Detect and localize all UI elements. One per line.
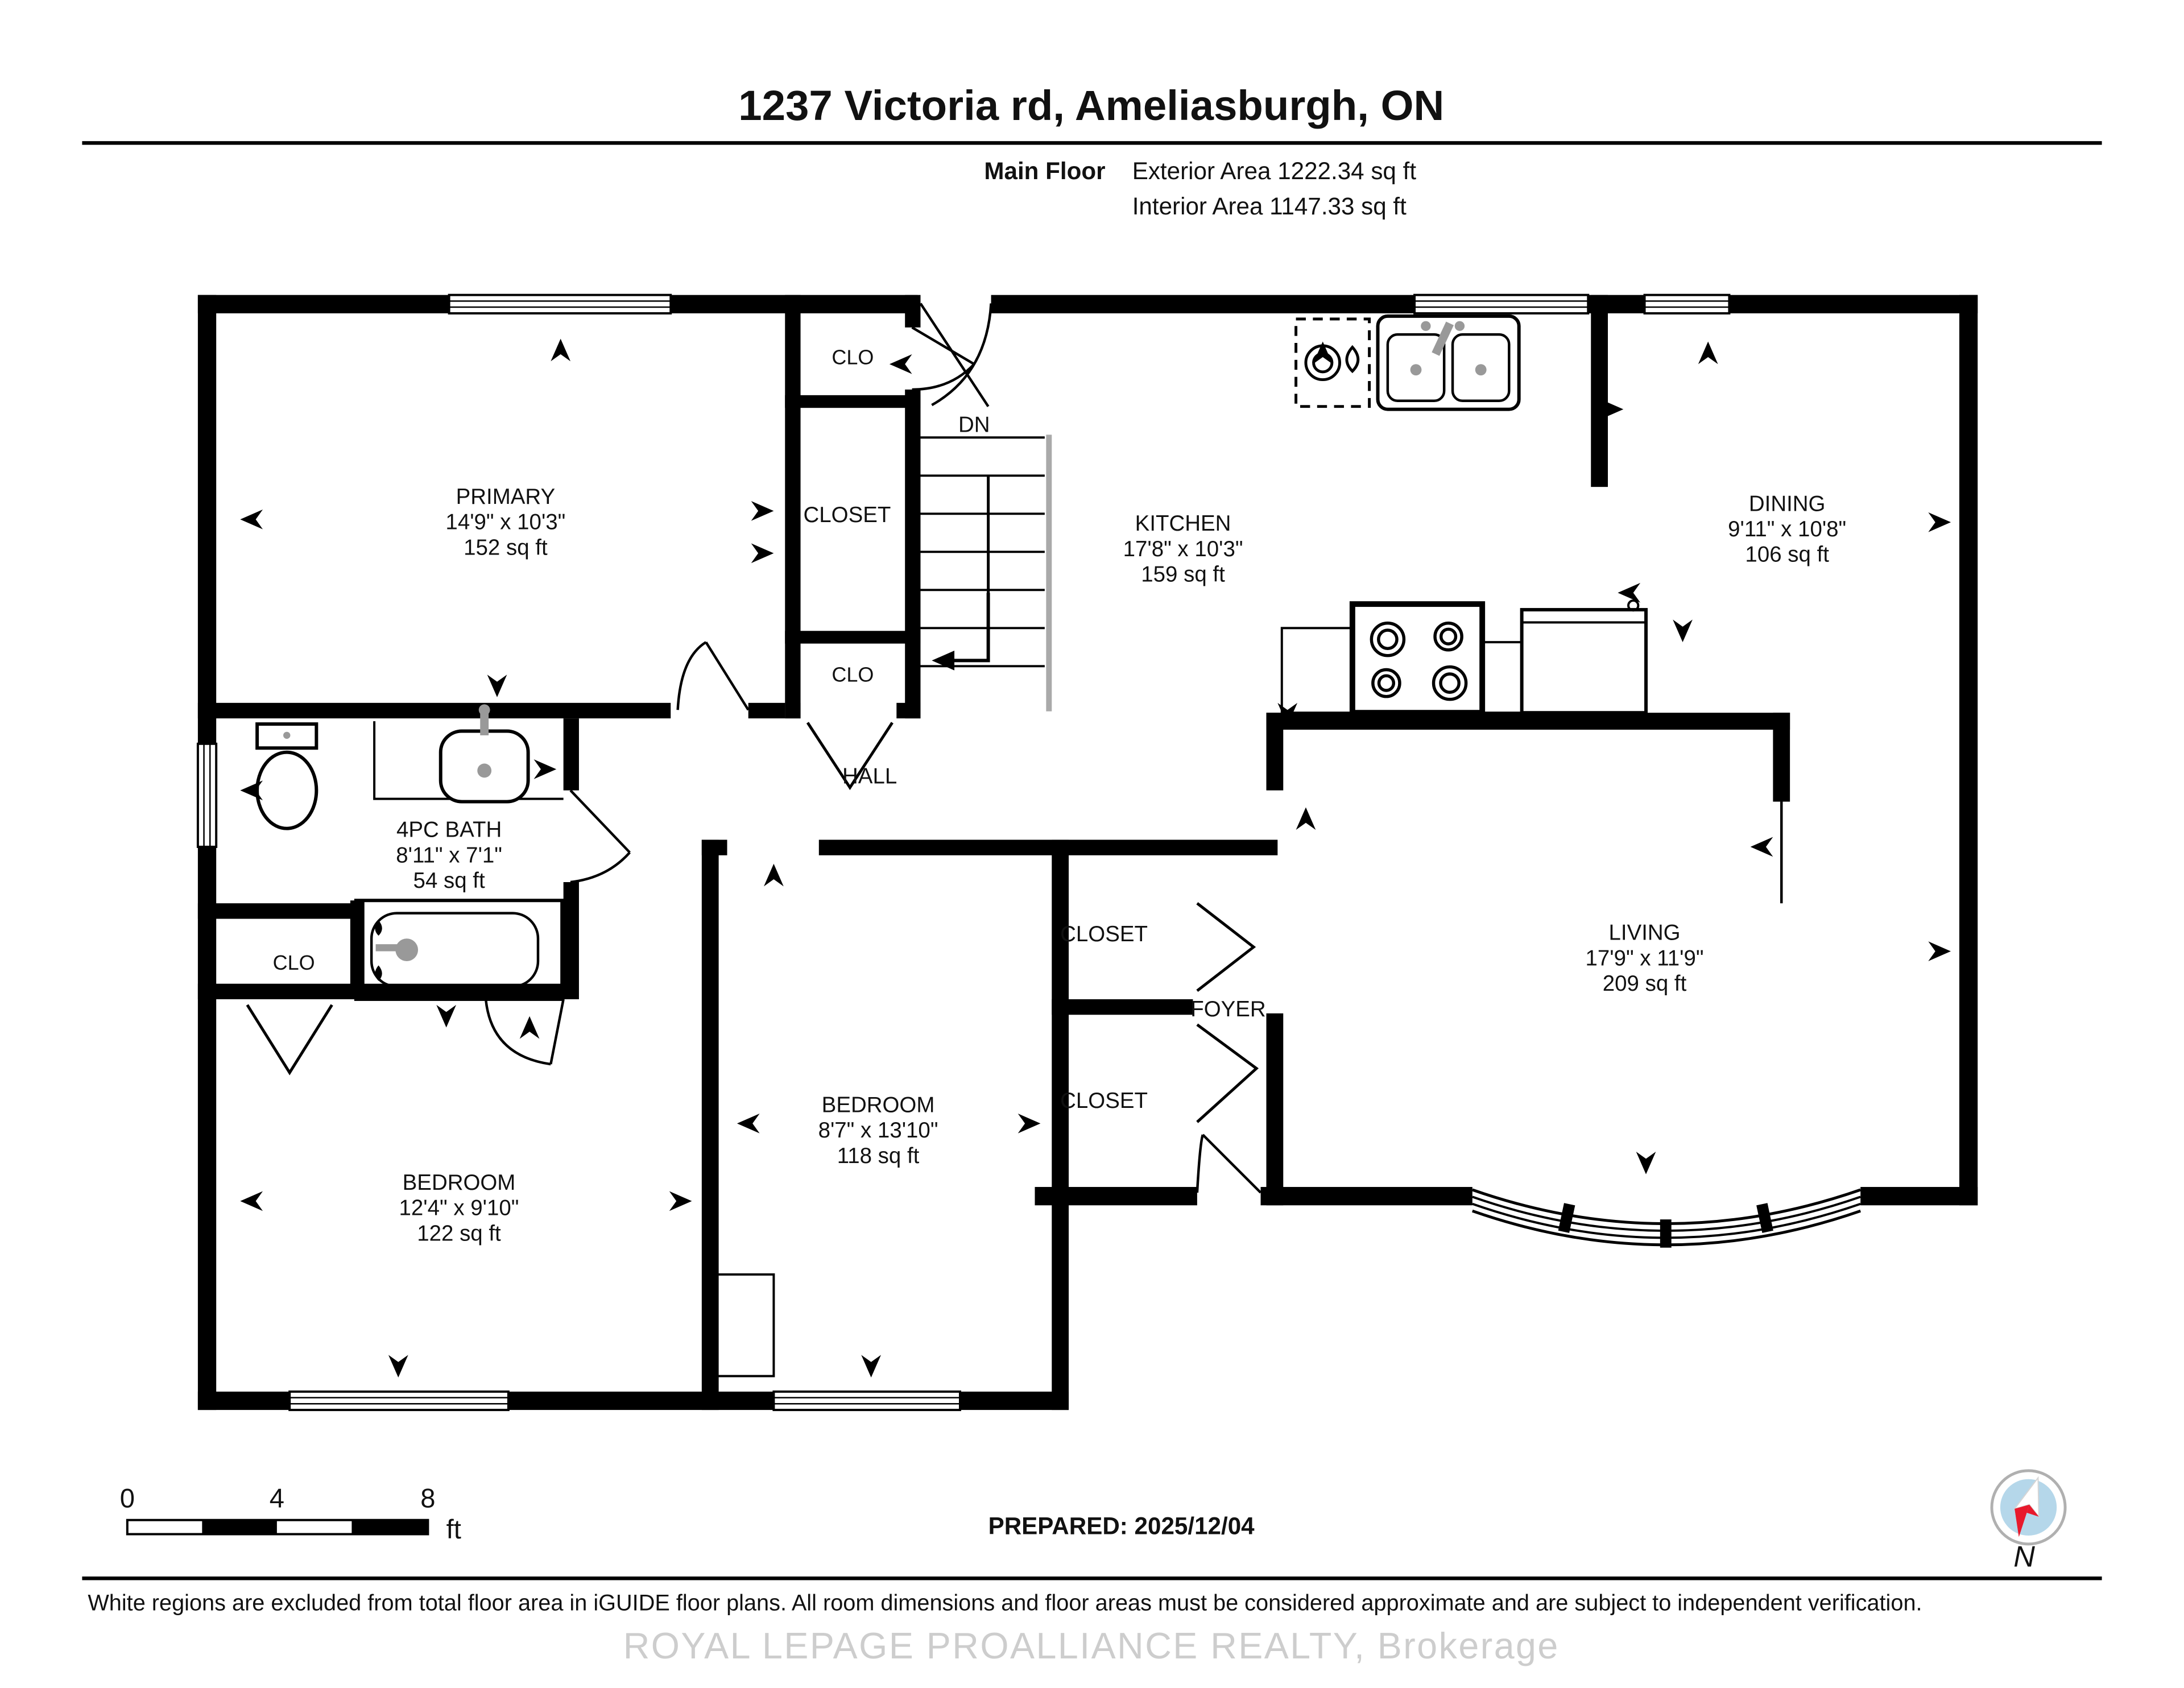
compass-north-label: N — [2013, 1540, 2035, 1574]
label-clo-left: CLO — [272, 950, 315, 974]
label-stairs-dn: DN — [958, 412, 990, 437]
bath-bottom-wall — [350, 984, 564, 999]
vanity-sink-icon — [374, 704, 564, 801]
room-label-kitchen: KITCHEN — [1135, 511, 1231, 536]
label-clo-top: CLO — [832, 345, 874, 369]
room-label-living: LIVING — [1608, 920, 1681, 945]
closet-foyer-lower-door-icon — [1197, 1025, 1256, 1122]
window-kitchen-icon — [1414, 295, 1588, 313]
label-foyer: FOYER — [1190, 996, 1266, 1021]
room-area-bedroom-left: 122 sq ft — [417, 1221, 501, 1246]
entry-door-icon — [920, 304, 991, 407]
utility-box — [717, 1275, 774, 1376]
label-closet-foyer-lower: CLOSET — [1060, 1089, 1148, 1114]
window-dining-icon — [1645, 295, 1730, 313]
clo-left-door-icon — [247, 1005, 332, 1073]
room-dims-living: 17'9" x 11'9" — [1585, 946, 1704, 971]
room-area-dining: 106 sq ft — [1745, 542, 1829, 567]
window-bath-icon — [198, 744, 216, 847]
scale-unit: ft — [446, 1513, 461, 1544]
room-dims-bath: 8'11" x 7'1" — [396, 843, 502, 868]
room-area-living: 209 sq ft — [1602, 971, 1687, 996]
room-label-primary: PRIMARY — [456, 484, 556, 509]
header-divider — [82, 141, 2102, 144]
room-area-primary: 152 sq ft — [464, 535, 548, 560]
label-clo-mid: CLO — [832, 663, 874, 686]
bath-door-icon — [570, 791, 630, 882]
scale-tick-0: 0 — [119, 1483, 135, 1513]
window-primary-icon — [449, 295, 671, 313]
room-label-dining: DINING — [1748, 491, 1826, 516]
room-dims-bedroom-left: 12'4" x 9'10" — [399, 1195, 519, 1221]
page-title: 1237 Victoria rd, Ameliasburgh, ON — [738, 81, 1445, 129]
room-dims-kitchen: 17'8" x 10'3" — [1123, 536, 1243, 561]
scale-tick-8: 8 — [420, 1483, 436, 1513]
room-area-bath: 54 sq ft — [413, 868, 485, 893]
label-closet-mid: CLOSET — [803, 503, 891, 528]
window-bedroom-center-icon — [774, 1392, 960, 1410]
compass-icon — [1992, 1471, 2065, 1574]
window-bedroom-left-icon — [289, 1392, 508, 1410]
footer — [82, 1471, 2102, 1666]
kitchen-sink-icon — [1378, 316, 1519, 409]
room-area-bedroom-center: 118 sq ft — [837, 1143, 920, 1168]
exterior-area: Exterior Area 1222.34 sq ft — [1132, 158, 1417, 185]
header — [82, 82, 2102, 220]
closet-foyer-upper-door-icon — [1197, 903, 1254, 991]
room-label-bath: 4PC BATH — [396, 817, 502, 842]
interior-area: Interior Area 1147.33 sq ft — [1132, 193, 1407, 220]
room-dims-dining: 9'11" x 10'8" — [1728, 517, 1847, 542]
bay-window-icon — [1472, 1190, 1860, 1248]
label-closet-foyer-upper: CLOSET — [1060, 922, 1148, 947]
stairs-down-arrow-icon — [932, 593, 988, 670]
room-dims-bedroom-center: 8'7" x 13'10" — [818, 1118, 938, 1143]
room-area-kitchen: 159 sq ft — [1141, 562, 1225, 587]
foyer-exterior-door-icon — [1197, 1135, 1261, 1193]
scale-tick-4: 4 — [269, 1483, 284, 1513]
stair-rail — [1046, 435, 1052, 711]
footer-divider — [82, 1577, 2102, 1580]
stairs — [920, 435, 1052, 711]
room-dims-primary: 14'9" x 10'3" — [445, 510, 566, 535]
refrigerator-icon — [1522, 601, 1646, 713]
room-label-bedroom-center: BEDROOM — [821, 1093, 935, 1118]
floor-label: Main Floor — [984, 158, 1106, 185]
disclaimer-text: White regions are excluded from total floor area in iGUIDE floor plans. All room dimensions and floor areas must be considered approximate and are subject to independent verification. — [88, 1590, 1922, 1616]
label-hall: HALL — [842, 764, 897, 789]
toilet-icon — [257, 724, 316, 829]
primary-door-icon — [678, 642, 748, 710]
prepared-date: PREPARED: 2025/12/04 — [988, 1512, 1255, 1540]
room-label-bedroom-left: BEDROOM — [402, 1170, 516, 1195]
brokerage-watermark: ROYAL LEPAGE PROALLIANCE REALTY, Brokerage — [623, 1625, 1560, 1666]
dishwasher-icon — [1296, 319, 1370, 407]
stove-icon — [1352, 604, 1482, 713]
scale-bar — [120, 1483, 461, 1544]
